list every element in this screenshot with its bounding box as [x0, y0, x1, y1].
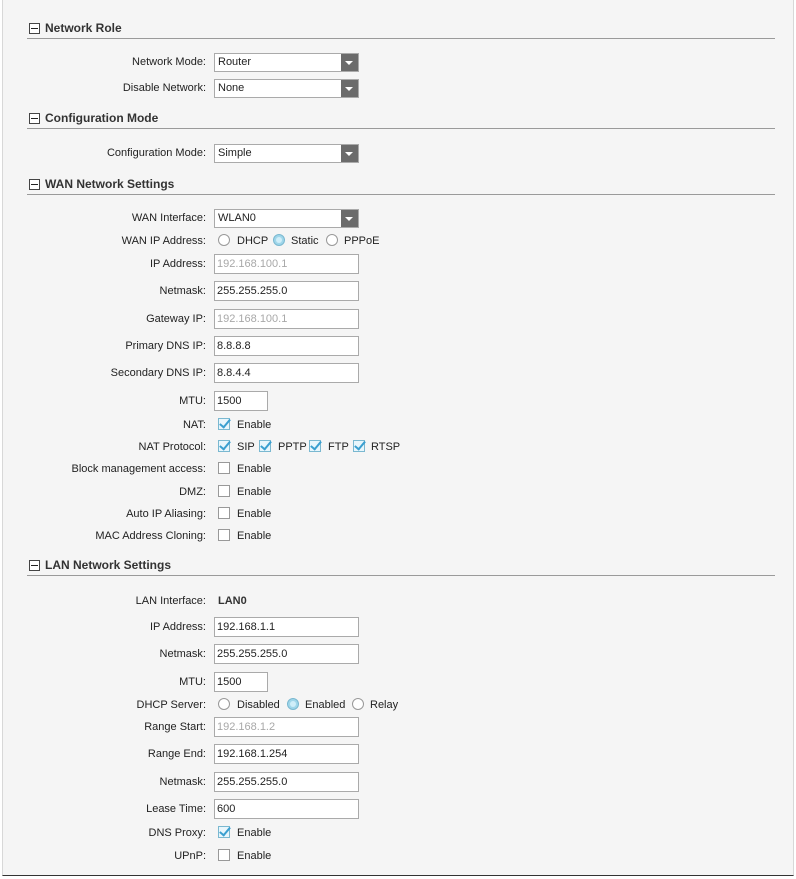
row-dns-proxy — [3, 822, 793, 844]
field-label: IP Address: — [149, 621, 206, 633]
field-label: Block management access: — [71, 463, 206, 475]
field-label: MTU: — [179, 395, 206, 407]
row-range-start — [3, 716, 793, 738]
row-lan-mtu — [3, 671, 793, 693]
wan-interface-select[interactable] — [214, 209, 359, 228]
row-nat — [3, 414, 793, 436]
field-label: IP Address: — [149, 258, 206, 270]
section-network-role — [27, 22, 775, 39]
dhcp-netmask-input[interactable]: 255.255.255.0 — [214, 772, 359, 792]
nat-pptp-checkbox[interactable] — [259, 440, 271, 452]
field-label: Primary DNS IP: — [125, 340, 206, 352]
wan-primary-dns-input[interactable]: 8.8.8.8 — [214, 336, 359, 356]
checkbox-label: Enable — [237, 463, 272, 475]
row-lan-interface — [3, 590, 793, 612]
select-value: Router — [218, 56, 252, 68]
section-title: LAN Network Settings — [45, 558, 172, 572]
collapse-minus-icon[interactable] — [29, 113, 40, 124]
field-label: NAT: — [182, 419, 206, 431]
chevron-down-icon[interactable] — [341, 54, 358, 71]
auto-ip-aliasing-checkbox[interactable] — [218, 507, 230, 519]
field-label: MTU: — [179, 676, 206, 688]
row-wan-netmask — [3, 280, 793, 302]
lease-time-input[interactable]: 600 — [214, 799, 359, 819]
row-wan-interface — [3, 207, 793, 229]
lan-mtu-input[interactable]: 1500 — [214, 672, 268, 692]
row-block-management — [3, 458, 793, 480]
row-configuration-mode — [3, 142, 793, 164]
row-wan-primary-dns — [3, 335, 793, 357]
nat-rtsp-checkbox[interactable] — [353, 440, 365, 452]
checkbox-label: Enable — [237, 530, 272, 542]
row-nat-protocol — [3, 436, 793, 458]
chevron-down-icon[interactable] — [341, 210, 358, 227]
field-label: Secondary DNS IP: — [110, 367, 206, 379]
field-label: DHCP Server: — [136, 699, 206, 711]
row-network-mode — [3, 51, 793, 73]
row-lease-time — [3, 798, 793, 820]
section-title: Configuration Mode — [45, 111, 159, 125]
section-title: WAN Network Settings — [45, 177, 175, 191]
checkbox-label: Enable — [237, 850, 272, 862]
row-range-end — [3, 743, 793, 765]
field-label: UPnP: — [174, 850, 206, 862]
field-label: DMZ: — [179, 486, 206, 498]
select-value: None — [218, 82, 245, 94]
row-lan-netmask — [3, 643, 793, 665]
field-label: Auto IP Aliasing: — [126, 508, 206, 520]
row-wan-gateway-ip — [3, 308, 793, 330]
row-wan-mtu — [3, 390, 793, 412]
field-label: Netmask: — [159, 776, 206, 788]
wan-static-radio[interactable] — [273, 234, 285, 246]
row-upnp — [3, 845, 793, 867]
radio-label: Relay — [370, 699, 399, 711]
nat-enable-checkbox[interactable] — [218, 418, 230, 430]
field-label: Netmask: — [159, 648, 206, 660]
row-dhcp-netmask — [3, 771, 793, 793]
field-label: Netmask: — [159, 285, 206, 297]
wan-dhcp-radio[interactable] — [218, 234, 230, 246]
checkbox-label: Enable — [237, 508, 272, 520]
field-label: Configuration Mode: — [106, 147, 206, 159]
field-label: WAN Interface: — [131, 212, 206, 224]
row-dmz — [3, 481, 793, 503]
dmz-checkbox[interactable] — [218, 485, 230, 497]
upnp-checkbox[interactable] — [218, 849, 230, 861]
select-value: WLAN0 — [218, 212, 256, 224]
lan-netmask-input[interactable]: 255.255.255.0 — [214, 644, 359, 664]
section-wan-network-settings — [27, 178, 775, 195]
nat-sip-checkbox[interactable] — [218, 440, 230, 452]
block-management-checkbox[interactable] — [218, 462, 230, 474]
checkbox-label: FTP — [328, 441, 349, 453]
section-configuration-mode — [27, 112, 775, 129]
radio-label: Static — [291, 235, 319, 247]
dhcp-relay-radio[interactable] — [352, 698, 364, 710]
section-title: Network Role — [45, 21, 122, 35]
row-disable-network — [3, 77, 793, 99]
configuration-mode-select[interactable] — [214, 144, 359, 163]
field-label: DNS Proxy: — [148, 827, 206, 839]
select-value: Simple — [218, 147, 252, 159]
range-end-input[interactable]: 192.168.1.254 — [214, 744, 359, 764]
row-lan-ip-address — [3, 616, 793, 638]
dhcp-enabled-radio[interactable] — [287, 698, 299, 710]
field-label: Network Mode: — [132, 56, 206, 68]
checkbox-label: SIP — [237, 441, 255, 453]
mac-cloning-checkbox[interactable] — [218, 529, 230, 541]
row-mac-cloning — [3, 525, 793, 547]
radio-label: DHCP — [237, 235, 269, 247]
wan-ip-address-input[interactable]: 192.168.100.1 — [214, 254, 359, 274]
field-label: WAN IP Address: — [121, 235, 206, 247]
checkbox-label: Enable — [237, 827, 272, 839]
wan-secondary-dns-input[interactable]: 8.8.4.4 — [214, 363, 359, 383]
section-lan-network-settings — [27, 559, 775, 576]
dhcp-disabled-radio[interactable] — [218, 698, 230, 710]
settings-panel — [2, 0, 794, 876]
row-wan-secondary-dns — [3, 362, 793, 384]
field-label: Range End: — [147, 748, 206, 760]
wan-pppoe-radio[interactable] — [326, 234, 338, 246]
field-label: LAN Interface: — [135, 595, 206, 607]
lan-ip-address-input[interactable]: 192.168.1.1 — [214, 617, 359, 637]
dns-proxy-checkbox[interactable] — [218, 826, 230, 838]
wan-netmask-input[interactable]: 255.255.255.0 — [214, 281, 359, 301]
radio-label: Enabled — [305, 699, 346, 711]
wan-mtu-input[interactable]: 1500 — [214, 391, 268, 411]
checkbox-label: Enable — [237, 419, 272, 431]
field-label: Range Start: — [144, 721, 206, 733]
field-label: Lease Time: — [146, 803, 206, 815]
wan-gateway-ip-input[interactable]: 192.168.100.1 — [214, 309, 359, 329]
field-label: Disable Network: — [122, 82, 206, 94]
checkbox-label: RTSP — [371, 441, 401, 453]
chevron-down-icon[interactable] — [341, 80, 358, 97]
row-wan-ip-address-mode — [3, 230, 793, 252]
collapse-minus-icon[interactable] — [29, 560, 40, 571]
field-label: MAC Address Cloning: — [95, 530, 206, 542]
field-label: NAT Protocol: — [138, 441, 206, 453]
row-wan-ip-address — [3, 253, 793, 275]
checkbox-label: PPTP — [278, 441, 307, 453]
nat-ftp-checkbox[interactable] — [309, 440, 321, 452]
collapse-minus-icon[interactable] — [29, 179, 40, 190]
field-label: Gateway IP: — [146, 313, 206, 325]
range-start-input[interactable]: 192.168.1.2 — [214, 717, 359, 737]
network-mode-select[interactable] — [214, 53, 359, 72]
row-dhcp-server — [3, 694, 793, 716]
row-auto-ip-aliasing — [3, 503, 793, 525]
collapse-minus-icon[interactable] — [29, 23, 40, 34]
lan-interface-value: LAN0 — [218, 595, 247, 607]
radio-label: Disabled — [237, 699, 280, 711]
radio-label: PPPoE — [344, 235, 380, 247]
disable-network-select[interactable] — [214, 79, 359, 98]
checkbox-label: Enable — [237, 486, 272, 498]
chevron-down-icon[interactable] — [341, 145, 358, 162]
